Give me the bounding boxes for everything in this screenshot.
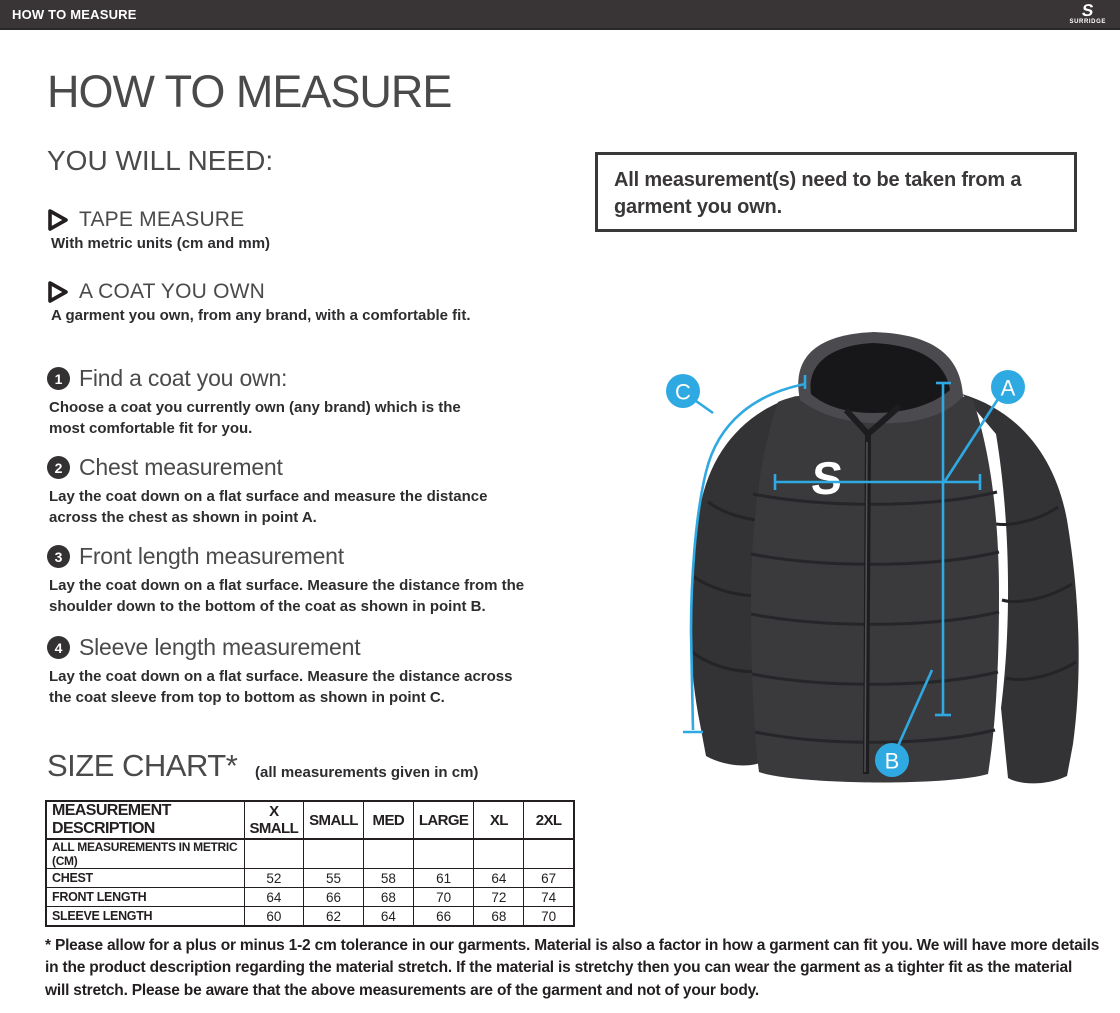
need-item-title: A COAT YOU OWN — [79, 280, 265, 303]
cell-value: 62 — [304, 907, 364, 927]
jacket-measurement-diagram — [610, 322, 1115, 802]
col-header-med: MED — [363, 801, 413, 839]
top-bar — [0, 0, 1120, 30]
step-number-badge: 1 — [47, 367, 70, 390]
marker-b-label: B — [884, 748, 900, 774]
cell-value: 70 — [413, 888, 474, 907]
need-item-title: TAPE MEASURE — [79, 208, 245, 231]
step-number-badge: 3 — [47, 545, 70, 568]
surridge-logo — [1069, 0, 1120, 26]
size-chart-heading: SIZE CHART* — [47, 748, 238, 783]
step-desc: Lay the coat down on a flat surface. Measure the distance across the coat sleeve from top to bottom as shown in point C. — [49, 668, 513, 706]
svg-text:S: S — [808, 452, 846, 504]
step-desc: Lay the coat down on a flat surface. Measure the distance from the shoulder down to the bottom of the coat as shown in point B. — [49, 577, 525, 615]
col-header-2xl: 2XL — [524, 801, 574, 839]
need-item-desc: A garment you own, from any brand, with a comfortable fit. — [51, 307, 471, 324]
table-row-front-length — [46, 888, 574, 907]
cell-value: 66 — [304, 888, 364, 907]
table-row-sleeve-length — [46, 907, 574, 927]
marker-c-leader-line — [696, 401, 713, 413]
jacket-chest-logo — [809, 452, 845, 504]
col-header-small: SMALL — [304, 801, 364, 839]
you-will-need-heading: YOU WILL NEED: — [47, 145, 274, 176]
cell-value: 55 — [304, 869, 364, 888]
col-header-description: MEASUREMENT DESCRIPTION — [46, 801, 244, 839]
cell-value: 66 — [413, 907, 474, 927]
step-3 — [47, 543, 587, 617]
top-bar-title: HOW TO MEASURE — [12, 6, 137, 22]
step-title: Chest measurement — [79, 454, 283, 480]
marker-b — [875, 743, 909, 777]
step-desc: Choose a coat you currently own (any brand) which is the most comfortable fit for you. — [49, 399, 461, 437]
callout-text: All measurement(s) need to be taken from a garment you own. — [614, 169, 1022, 218]
col-header-large: LARGE — [413, 801, 474, 839]
marker-a — [991, 370, 1025, 404]
subheader-cell: ALL MEASUREMENTS IN METRIC (CM) — [46, 839, 244, 869]
cell-value: 67 — [524, 869, 574, 888]
need-item-coat — [47, 280, 567, 324]
tolerance-footnote: * Please allow for a plus or minus 1-2 cm tolerance in our garments. Material is also a factor in how a garment can fit you. We will have more details in the product description regarding the material stretch. If the material is stretchy then you can wear the garment as a tighter fit as the material will stretch. Please be aware that the above measurements are of the garment and not of your body. — [45, 937, 1100, 999]
row-label: SLEEVE LENGTH — [46, 907, 244, 927]
step-title: Front length measurement — [79, 543, 344, 569]
step-number-badge: 2 — [47, 456, 70, 479]
need-item-tape-measure — [47, 208, 567, 252]
size-chart-note: (all measurements given in cm) — [255, 764, 479, 781]
cell-value: 60 — [244, 907, 304, 927]
surridge-s-icon: S — [1080, 0, 1095, 20]
cell-value: 64 — [244, 888, 304, 907]
step-title: Sleeve length measurement — [79, 634, 361, 660]
step-desc: Lay the coat down on a flat surface and measure the distance across the chest as shown in point A. — [49, 488, 488, 526]
cell-value: 61 — [413, 869, 474, 888]
triangle-bullet-icon — [47, 209, 69, 231]
cell-value: 68 — [474, 907, 524, 927]
marker-c-label: C — [675, 379, 691, 405]
size-chart-subheader-row — [46, 839, 574, 869]
size-chart-header-row — [46, 801, 574, 839]
table-row-chest — [46, 869, 574, 888]
need-item-desc: With metric units (cm and mm) — [51, 235, 271, 252]
step-4 — [47, 634, 587, 708]
cell-value: 68 — [363, 888, 413, 907]
cell-value: 70 — [524, 907, 574, 927]
size-chart-table — [45, 800, 575, 927]
measurement-callout-box — [595, 152, 1077, 232]
row-label: CHEST — [46, 869, 244, 888]
cell-value: 64 — [363, 907, 413, 927]
surridge-wordmark: SURRIDGE — [1069, 19, 1106, 26]
col-header-xl: XL — [474, 801, 524, 839]
row-label: FRONT LENGTH — [46, 888, 244, 907]
triangle-bullet-icon — [47, 281, 69, 303]
step-title: Find a coat you own: — [79, 365, 288, 391]
step-number-badge: 4 — [47, 636, 70, 659]
marker-a-label: A — [1000, 375, 1016, 401]
page-title: HOW TO MEASURE — [47, 66, 452, 117]
cell-value: 74 — [524, 888, 574, 907]
step-2 — [47, 454, 587, 528]
cell-value: 52 — [244, 869, 304, 888]
col-header-xsmall: X SMALL — [244, 801, 304, 839]
cell-value: 58 — [363, 869, 413, 888]
jacket-torso — [751, 389, 999, 783]
cell-value: 64 — [474, 869, 524, 888]
marker-c — [666, 374, 700, 408]
jacket-illustration — [610, 322, 1115, 802]
step-1 — [47, 365, 587, 439]
cell-value: 72 — [474, 888, 524, 907]
